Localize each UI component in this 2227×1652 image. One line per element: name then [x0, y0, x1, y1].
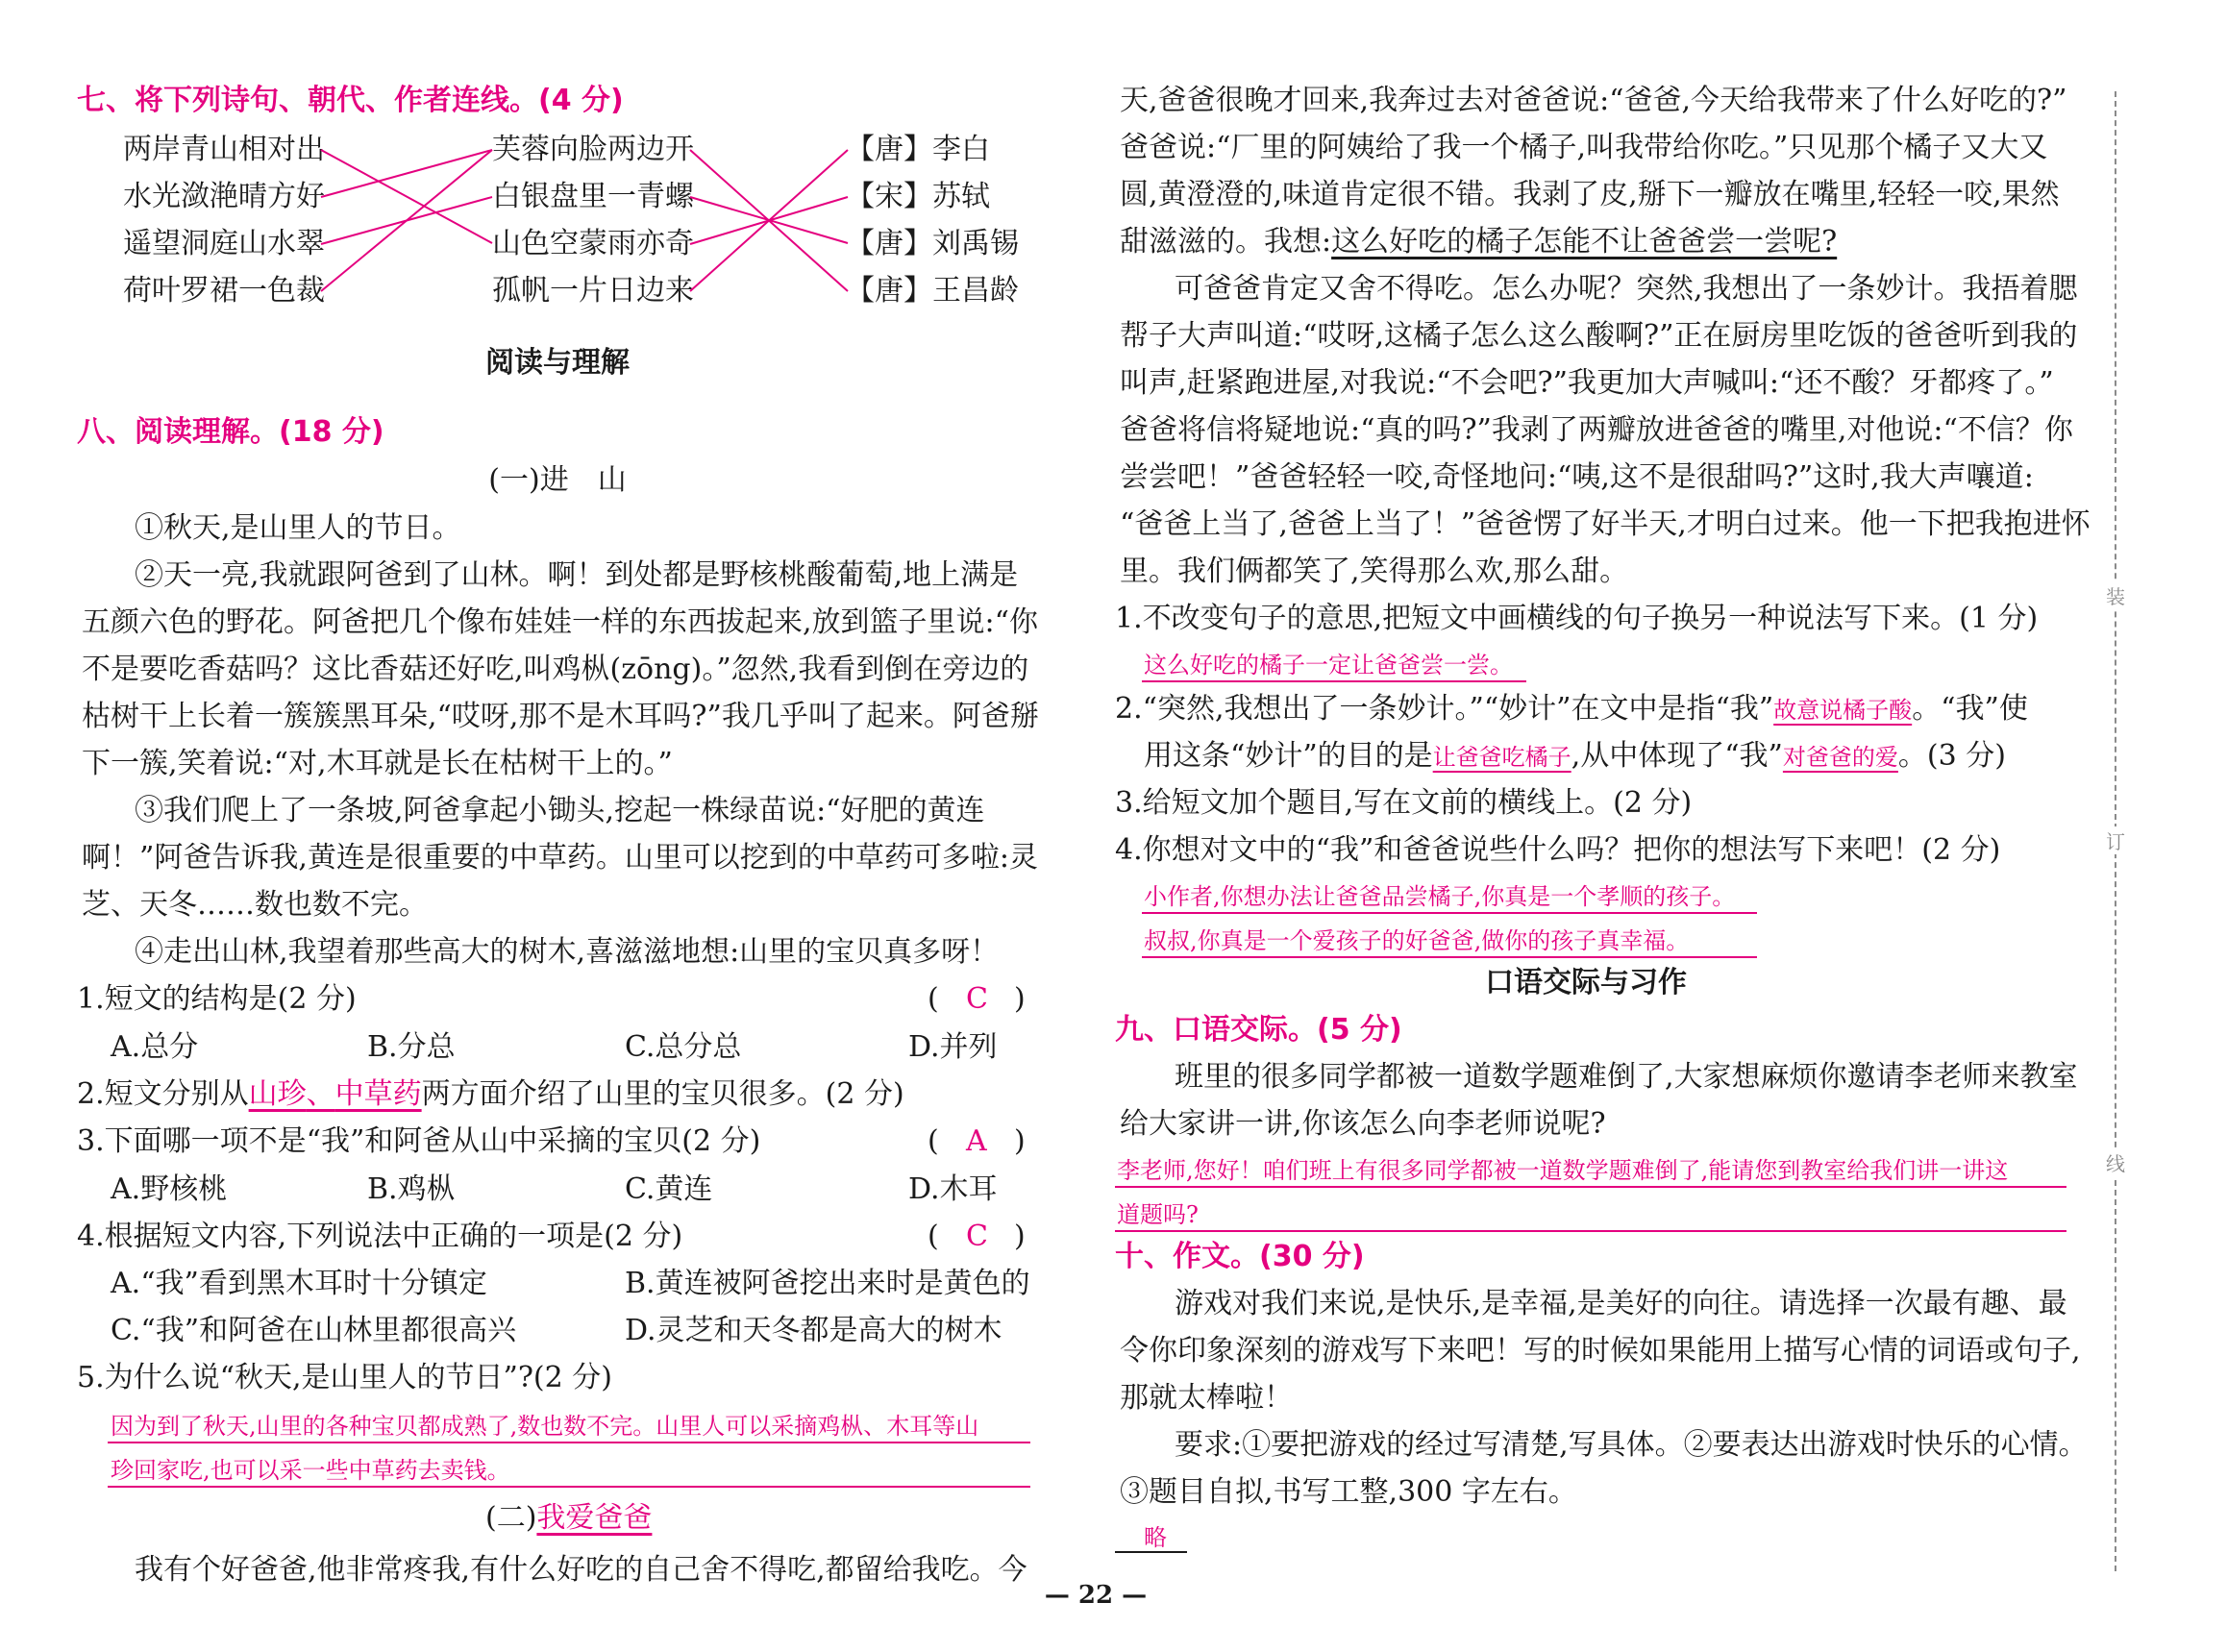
- section-title-reading: 阅读与理解: [485, 346, 630, 380]
- page-number: — 22 —: [1044, 1581, 1148, 1610]
- rq2-line2: [1144, 737, 2006, 777]
- q8-1-option: D.并列: [908, 1030, 998, 1064]
- answer-underline: [1115, 1230, 2066, 1232]
- q7-col1-item: 荷叶罗裙一色裁: [123, 274, 325, 308]
- passage2-line: 圆,黄澄澄的,味道肯定很不错。我剥了皮,掰下一瓣放在嘴里,轻轻一咬,果然: [1120, 178, 2060, 211]
- passage1-line: 芝、天冬……数也数不完。: [82, 888, 428, 922]
- passage2-line: [1120, 223, 1837, 261]
- q8-2-answer-2: 中草药: [334, 1077, 422, 1111]
- passage1-title: (一)进 山: [488, 463, 627, 497]
- rq2-line1: [1115, 690, 2028, 729]
- paren-close: ): [1014, 1220, 1026, 1253]
- passage1-line: ④走出山林,我望着那些高大的树木,喜滋滋地想:山里的宝贝真多呀！: [135, 935, 1000, 969]
- answer-underline: [1142, 956, 1757, 958]
- q8-1-option: C.总分总: [625, 1030, 742, 1064]
- passage1-line: 不是要吃香菇吗？这比香菇还好吃,叫鸡枞(zōng)。”忽然,我看到倒在旁边的: [82, 653, 1029, 686]
- passage2-line: 里。我们俩都笑了,笑得那么欢,那么甜。: [1120, 555, 1629, 588]
- q7-matching-lines: [0, 0, 1105, 317]
- rq4-answer-line: 叔叔,你真是一个爱孩子的好爸爸,做你的孩子真幸福。: [1144, 927, 1690, 954]
- q9-line: 给大家讲一讲,你该怎么向李老师说呢?: [1120, 1107, 1606, 1141]
- section-title-oral: 口语交际与习作: [1485, 966, 1687, 999]
- q8-2-pre: 2.短文分别从: [77, 1077, 249, 1111]
- passage1-line: 下一簇,笑着说:“对,木耳就是长在枯树干上的。”: [82, 747, 673, 780]
- passage2-line: 帮子大声叫道:“哎呀,这橘子怎么这么酸啊?”正在厨房里吃饭的爸爸听到我的: [1120, 319, 2078, 353]
- paren-close: ): [1014, 982, 1026, 1016]
- q7-title: 七、将下列诗句、朝代、作者连线。(4 分): [77, 84, 624, 117]
- q8-4-option: C.“我”和阿爸在山林里都很高兴: [111, 1314, 517, 1347]
- q8-5-answer-line: 因为到了秋天,山里的各种宝贝都成熟了,数也数不完。山里人可以采摘鸡枞、木耳等山: [111, 1413, 979, 1440]
- q8-2-sep: 、: [306, 1077, 335, 1111]
- q8-4-option: A.“我”看到黑木耳时十分镇定: [111, 1267, 487, 1300]
- passage1-line: ③我们爬上了一条坡,阿爸拿起小锄头,挖起一株绿苗说:“好肥的黄连: [135, 794, 985, 827]
- q8-1-option: B.分总: [367, 1030, 456, 1064]
- passage2-title-prefix: (二): [485, 1501, 537, 1535]
- q8-3-option: A.野核桃: [111, 1172, 228, 1206]
- q7-col3-item: 【唐】刘禹锡: [846, 227, 1019, 260]
- passage2-line: 天,爸爸很晚才回来,我奔过去对爸爸说:“爸爸,今天给我带来了什么好吃的?”: [1120, 84, 2067, 117]
- answer-underline: [108, 1442, 1030, 1443]
- passage1-line: ②天一亮,我就跟阿爸到了山林。啊！到处都是野核桃酸葡萄,地上满是: [135, 558, 1019, 592]
- q10-line: ③题目自拟,书写工整,300 字左右。: [1120, 1475, 1577, 1509]
- q10-line: 游戏对我们来说,是快乐,是幸福,是美好的向往。请选择一次最有趣、最: [1175, 1287, 2067, 1320]
- q10-line: 令你印象深刻的游戏写下来吧！写的时候如果能用上描写心情的词语或句子,: [1120, 1334, 2081, 1368]
- answer-underline: [1115, 1186, 2066, 1188]
- rq2-line2-post: 。(3 分): [1897, 739, 2006, 773]
- q10-line: 那就太棒啦！: [1120, 1381, 1293, 1415]
- passage2-title-answer: 我爱爸爸: [536, 1501, 653, 1535]
- rq3-text: 3.给短文加个题目,写在文前的横线上。(2 分): [1115, 786, 1693, 820]
- match-line: [321, 150, 492, 197]
- q8-4-option: D.灵芝和天冬都是高大的树木: [625, 1314, 1002, 1347]
- q8-2-post: 两方面介绍了山里的宝贝很多。(2 分): [421, 1077, 904, 1111]
- passage2-line: 爸爸将信将疑地说:“真的吗?”我剥了两瓣放进爸爸的嘴里,对他说:“不信？你: [1120, 413, 2073, 447]
- rq2-line2-mid: ,从中体现了“我”: [1571, 739, 1783, 773]
- q8-title: 八、阅读理解。(18 分): [77, 415, 384, 449]
- paren-open: (: [928, 1124, 939, 1158]
- passage2-line4-pre: 甜滋滋的。我想:: [1120, 225, 1332, 259]
- match-line: [321, 150, 492, 291]
- passage2-line: 叫声,赶紧跑进屋,对我说:“不会吧?”我更加大声喊叫:“还不酸？牙都疼了。”: [1120, 366, 2054, 400]
- rq4-answer-line: 小作者,你想办法让爸爸品尝橘子,你真是一个孝顺的孩子。: [1144, 883, 1736, 910]
- q8-3-answer: A: [966, 1124, 987, 1158]
- q8-3-option: D.木耳: [908, 1172, 998, 1206]
- passage1-line: 枯树干上长着一簇簇黑耳朵,“哎呀,那不是木耳吗?”我几乎叫了起来。阿爸掰: [82, 700, 1039, 733]
- rq2-answer-3: 对爸爸的爱: [1782, 744, 1898, 771]
- q8-3-option: C.黄连: [625, 1172, 713, 1206]
- rq4-text: 4.你想对文中的“我”和爸爸说些什么吗？把你的想法写下来吧！(2 分): [1115, 833, 2001, 867]
- answer-underline: [108, 1486, 1030, 1488]
- q7-col2-item: 孤帆一片日边来: [492, 274, 694, 308]
- q8-2-answer-1: 山珍: [248, 1077, 307, 1111]
- q8-1-text: 1.短文的结构是(2 分): [77, 982, 357, 1016]
- q9-line: 班里的很多同学都被一道数学题难倒了,大家想麻烦你邀请李老师来教室: [1175, 1060, 2078, 1094]
- rq2-pre: 2.“突然,我想出了一条妙计。”“妙计”在文中是指“我”: [1115, 692, 1774, 726]
- rq1-text: 1.不改变句子的意思,把短文中画横线的句子换另一种说法写下来。(1 分): [1115, 602, 2039, 635]
- q7-col2-item: 芙蓉向脸两边开: [492, 133, 694, 166]
- answer-underline: [1142, 680, 1526, 682]
- passage2-line: 我有个好爸爸,他非常疼我,有什么好吃的自己舍不得吃,都留给我吃。今: [135, 1553, 1027, 1587]
- match-line: [321, 150, 492, 243]
- passage2-line: “爸爸上当了,爸爸上当了！”爸爸愣了好半天,才明白过来。他一下把我抱进怀: [1120, 507, 2091, 541]
- q10-line: 要求:①要把游戏的经过写清楚,写具体。②要表达出游戏时快乐的心情。: [1175, 1428, 2088, 1462]
- q9-title: 九、口语交际。(5 分): [1115, 1013, 1402, 1047]
- passage2-line: 尝尝吧！”爸爸轻轻一咬,奇怪地问:“咦,这不是很甜吗?”这时,我大声嚷道:: [1120, 460, 2034, 494]
- passage2-line: 爸爸说:“厂里的阿姨给了我一个橘子,叫我带给你吃。”只见那个橘子又大又: [1120, 131, 2048, 164]
- q9-answer-line: 道题吗?: [1117, 1201, 1199, 1228]
- q8-4-option: B.黄连被阿爸挖出来时是黄色的: [625, 1267, 1030, 1300]
- paren-open: (: [928, 1220, 939, 1253]
- passage1-line: ①秋天,是山里人的节日。: [135, 511, 461, 545]
- paren-open: (: [928, 982, 939, 1016]
- q7-col1-item: 水光潋滟晴方好: [123, 180, 325, 213]
- q9-answer-line: 李老师,您好！咱们班上有很多同学都被一道数学题难倒了,能请您到教室给我们讲一讲这: [1117, 1157, 2009, 1184]
- q7-col1-item: 两岸青山相对出: [123, 133, 325, 166]
- rq2-answer-1: 故意说橘子酸: [1773, 697, 1913, 724]
- q8-1-option: A.总分: [111, 1030, 199, 1064]
- q8-2-line: [77, 1075, 904, 1114]
- answer-underline: [1142, 912, 1757, 914]
- q8-4-answer: C: [966, 1220, 988, 1253]
- q8-3-option: B.鸡枞: [367, 1172, 456, 1206]
- q10-answer: 略: [1144, 1524, 1167, 1551]
- binding-mark: 线: [2101, 1148, 2130, 1176]
- passage2-title: [485, 1499, 652, 1538]
- q7-col3-item: 【宋】苏轼: [846, 180, 990, 213]
- passage1-line: 啊！”阿爸告诉我,黄连是很重要的中草药。山里可以挖到的中草药可多啦:灵: [82, 841, 1038, 875]
- q7-col2-item: 白银盘里一青螺: [492, 180, 694, 213]
- paren-close: ): [1014, 1124, 1026, 1158]
- q8-5-text: 5.为什么说“秋天,是山里人的节日”?(2 分): [77, 1361, 612, 1394]
- rq2-line2-pre: 用这条“妙计”的目的是: [1144, 739, 1433, 773]
- underlined-sentence: 这么好吃的橘子怎能不让爸爸尝一尝呢?: [1331, 225, 1838, 259]
- passage1-line: 五颜六色的野花。阿爸把几个像布娃娃一样的东西拔起来,放到篮子里说:“你: [82, 605, 1038, 639]
- q8-3-text: 3.下面哪一项不是“我”和阿爸从山中采摘的宝贝(2 分): [77, 1124, 761, 1158]
- q8-4-text: 4.根据短文内容,下列说法中正确的一项是(2 分): [77, 1220, 683, 1253]
- q8-5-answer-line: 珍回家吃,也可以采一些中草药去卖钱。: [111, 1457, 510, 1484]
- answer-underline: [1115, 1551, 1187, 1553]
- passage2-line: 可爸爸肯定又舍不得吃。怎么办呢？突然,我想出了一条妙计。我捂着腮: [1175, 272, 2078, 306]
- binding-mark: 订: [2101, 826, 2130, 854]
- q10-title: 十、作文。(30 分): [1115, 1240, 1365, 1273]
- q7-col1-item: 遥望洞庭山水翠: [123, 227, 325, 260]
- q7-col3-item: 【唐】王昌龄: [846, 274, 1019, 308]
- q7-col3-item: 【唐】李白: [846, 133, 990, 166]
- rq2-mid: 。“我”使: [1912, 692, 2028, 726]
- binding-mark: 装: [2101, 581, 2130, 609]
- rq2-answer-2: 让爸爸吃橘子: [1432, 744, 1571, 771]
- q8-1-answer: C: [966, 982, 988, 1016]
- q7-col2-item: 山色空蒙雨亦奇: [492, 227, 694, 260]
- rq1-answer: 这么好吃的橘子一定让爸爸尝一尝。: [1144, 652, 1513, 678]
